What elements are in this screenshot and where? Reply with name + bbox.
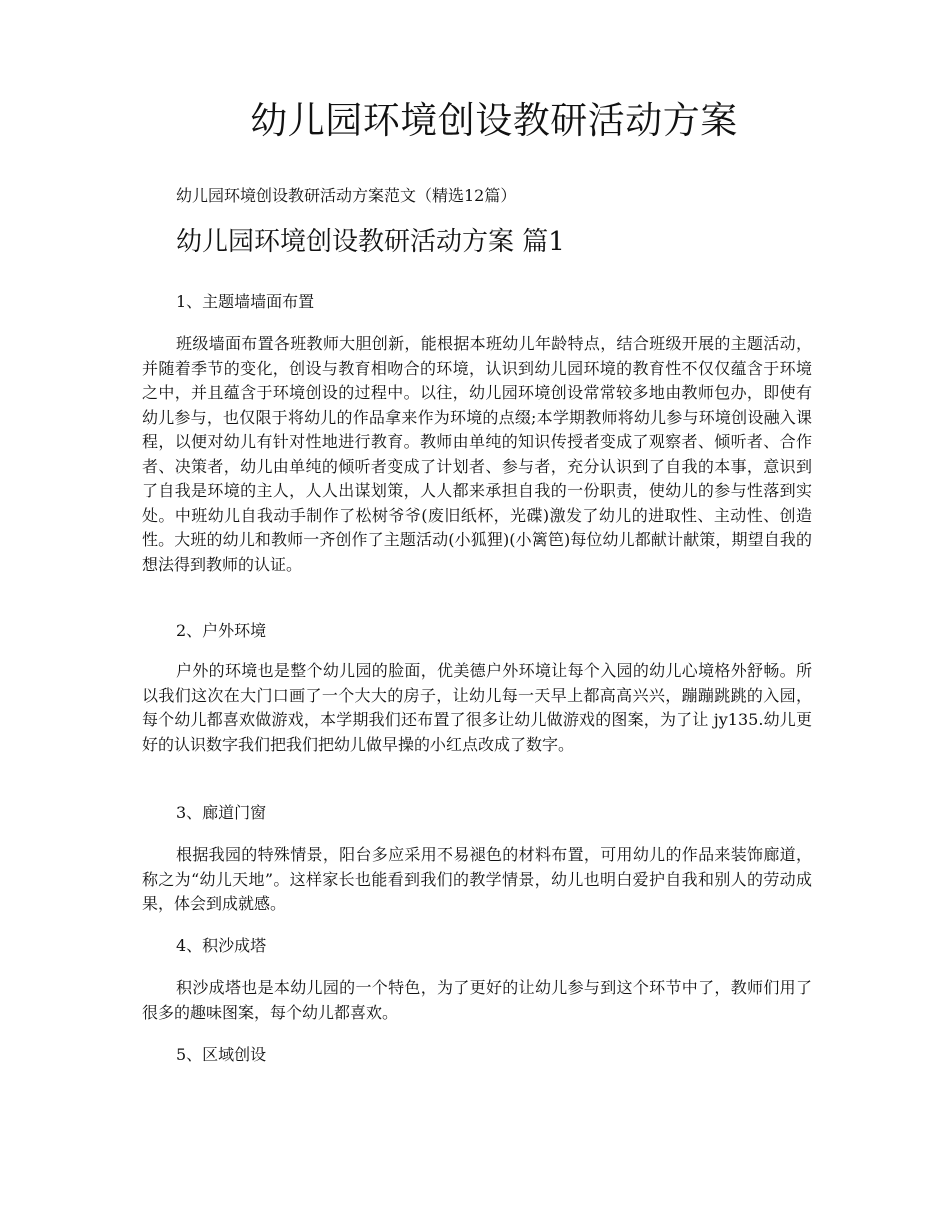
section-heading-3: 3、廊道门窗 — [176, 803, 267, 822]
section-heading-2: 2、户外环境 — [176, 621, 267, 640]
section-body-1: 班级墙面布置各班教师大胆创新，能根据本班幼儿年龄特点，结合班级开展的主题活动，并随着季节的变化，创设与教育相吻合的环境，认识到幼儿园环境的教育性不仅仅蕴含于环境之中，并且蕴含于环境创设的过程中。以往，幼儿园环境创设常常较多地由教师包办，即使有幼儿参与，也仅限于将幼儿的作品拿来作为环境的点缀;本学期教师将幼儿参与环境创设融入课程，以便对幼儿有针对性地进行教育。教师由单纯的知识传授者变成了观察者、倾听者、合作者、决策者，幼儿由单纯的倾听者变成了计划者、参与者，充分认识到了自我的本事，意识到了自我是环境的主人，人人出谋划策，人人都来承担自我的一份职责，使幼儿的参与性落到实处。中班幼儿自我动手制作了松树爷爷(废旧纸杯，光碟)激发了幼儿的进取性、主动性、创造性。大班的幼儿和教师一齐创作了主题活动(小狐狸)(小篱笆)每位幼儿都献计献策，期望自我的想法得到教师的认证。 — [142, 334, 812, 574]
section-body-3: 根据我园的特殊情景，阳台多应采用不易褪色的材料布置，可用幼儿的作品来装饰廊道，称之为“幼儿天地”。这样家长也能看到我们的教学情景，幼儿也明白爱护自我和别人的劳动成果，体会到成就感。 — [142, 845, 812, 913]
document-subtitle: 幼儿园环境创设教研活动方案范文（精选12篇） — [176, 186, 517, 205]
section-body-2: 户外的环境也是整个幼儿园的脸面，优美德户外环境让每个入园的幼儿心境格外舒畅。所以我们这次在大门口画了一个大大的房子，让幼儿每一天早上都高高兴兴，蹦蹦跳跳的入园，每个幼儿都喜欢做游戏，本学期我们还布置了很多让幼儿做游戏的图案，为了让 jy135.幼儿更好的认识数字我们把我们把幼儿做早操的小红点改成了数字。 — [142, 661, 812, 754]
section-heading-4: 4、积沙成塔 — [176, 936, 267, 955]
document-title: 幼儿园环境创设教研活动方案 — [250, 99, 738, 142]
article-heading: 幼儿园环境创设教研活动方案 篇1 — [176, 227, 565, 257]
section-body-4: 积沙成塔也是本幼儿园的一个特色，为了更好的让幼儿参与到这个环节中了，教师们用了很多的趣味图案，每个幼儿都喜欢。 — [142, 978, 812, 1022]
section-heading-5: 5、区域创设 — [176, 1045, 267, 1064]
section-heading-1: 1、主题墙墙面布置 — [176, 292, 315, 311]
